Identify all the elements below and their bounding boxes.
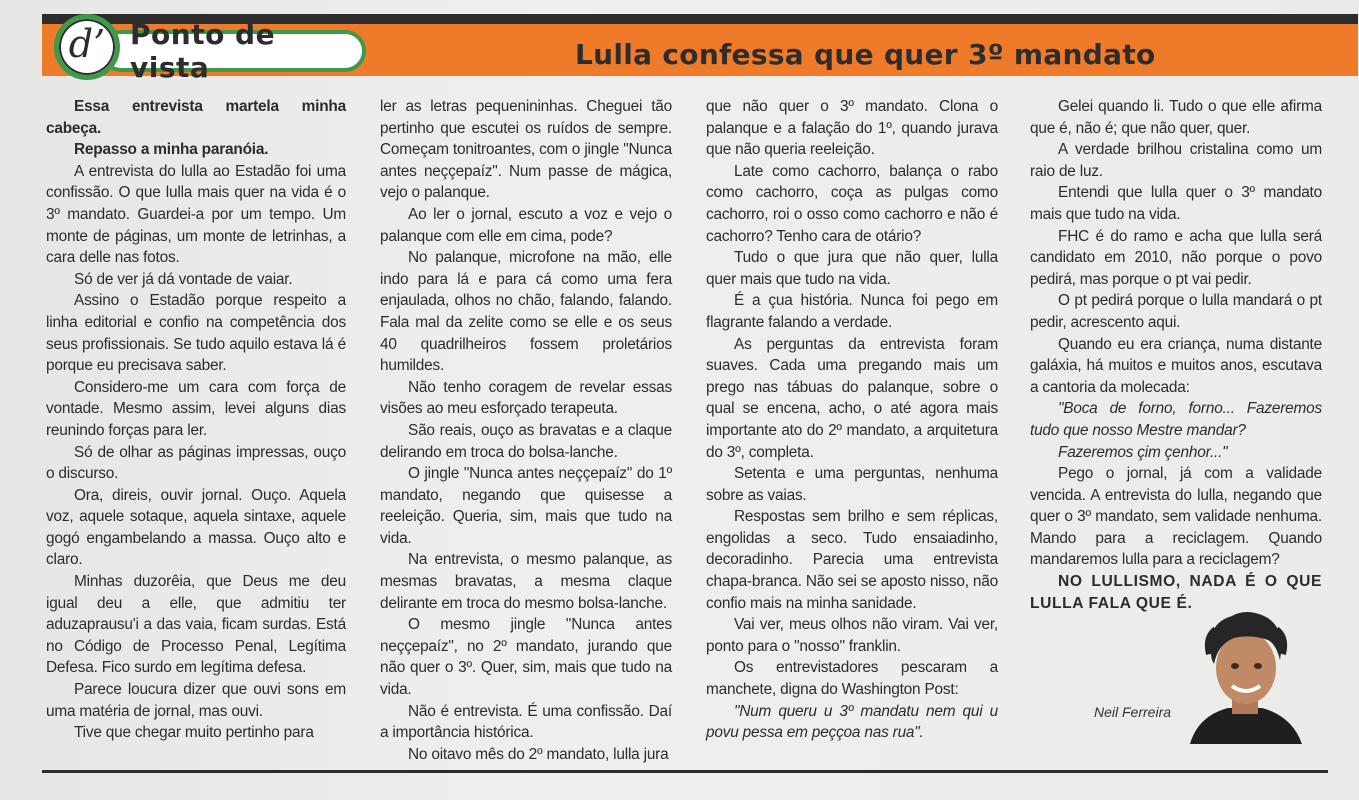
paragraph: Repasso a minha paranóia. [74, 141, 269, 159]
paragraph: O pt pedirá porque o lulla mandará o pt pedir, acrescento aqui. [1030, 292, 1322, 331]
column-4 [1030, 96, 1322, 614]
paragraph: Tudo o que jura que não quer, lulla quer mais que tudo na vida. [706, 249, 998, 288]
paragraph: Na entrevista, o mesmo palanque, as mesmas bravatas, a mesma claque delirante em troca do mesmo bolsa-lanche. [380, 551, 672, 612]
paragraph: No palanque, microfone na mão, elle indo para lá e para cá como uma fera enjaulada, olhos no chão, falando, falando. Fala mal da zelite como se elle e os seus 40 quadrilheiros fossem proletários humildes. [380, 249, 672, 375]
author-photo [1180, 604, 1310, 744]
paragraph: O mesmo jingle "Nunca antes neççepaíz", no 2º mandato, jurando que não quer o 3º. Quer, sim, mais que tudo na vida. [380, 616, 672, 699]
paragraph: NO LULLISMO, NADA É O QUE LULLA FALA QUE É. [1030, 573, 1322, 612]
paragraph: "Boca de forno, forno... Fazeremos tudo que nosso Mestre mandar? [1030, 400, 1322, 439]
author-name: Neil Ferreira [1094, 704, 1172, 720]
paragraph: No oitavo mês do 2º mandato, lulla jura [408, 745, 669, 763]
paragraph: que não quer o 3º mandato. Clona o palanque e a falação do 1º, quando jurava que não queria reeleição. [706, 98, 998, 159]
paragraph: Pego o jornal, já com a validade vencida. A entrevista do lulla, negando que quer o 3º mandato, sem validade nenhuma. Mando para a reciclagem. Quando mandaremos lulla para a reciclagem? [1030, 465, 1322, 569]
paragraph: Ora, direis, ouvir jornal. Ouço. Aquela voz, aquele sotaque, aquela sintaxe, aquele gogó engambelando a massa. Ouço alto e claro. [46, 486, 346, 569]
paragraph: As perguntas da entrevista foram suaves. Cada uma pregando mais um prego nas tábuas do palanque, sobre o qual se encena, acho, o até agora mais importante ato do 2º mandato, a arquitetura do 3º, completa. [706, 335, 998, 461]
paragraph: Assino o Estadão porque respeito a linha editorial e confio na competência dos seus profissionais. Se tudo aquilo estava lá é porque eu precisava saber. [46, 292, 346, 375]
paragraph: Parece loucura dizer que ouvi sons em uma matéria de jornal, mas ouvi. [46, 681, 346, 720]
paragraph: Respostas sem brilho e sem réplicas, engolidas a seco. Tudo ensaiadinho, decoradinho. Parecia uma entrevista chapa-branca. Não sei se aposto nisso, não confio mais na minha sanidade. [706, 508, 998, 612]
paragraph: Setenta e uma perguntas, nenhuma sobre as vaias. [706, 465, 998, 504]
paragraph: A verdade brilhou cristalina como um raio de luz. [1030, 141, 1322, 180]
bottom-rule [42, 770, 1328, 773]
paragraph: Late como cachorro, balança o rabo como cachorro, coça as pulgas como cachorro, roi o osso como cachorro e não é cachorro? Tenho cara de otário? [706, 162, 998, 245]
paragraph: São reais, ouço as bravatas e a claque delirando em troca do bolsa-lanche. [380, 421, 672, 461]
paragraph: Não tenho coragem de revelar essas visões ao meu esforçado terapeuta. [380, 378, 672, 418]
column-1 [46, 96, 346, 744]
paragraph: O jingle "Nunca antes neççepaíz" do 1º mandato, negando que quisesse a reeleição. Queria, sim, mais que tudo na vida. [380, 465, 672, 547]
paragraph: Ao ler o jornal, escuto a voz e vejo o palanque com elle em cima, pode? [380, 205, 672, 245]
paragraph: "Num queru u 3º mandatu nem qui u povu pessa em peççoa nas rua". [706, 702, 998, 742]
paragraph: Não é entrevista. É uma confissão. Daí a importância histórica. [380, 702, 672, 742]
section-label [100, 18, 366, 84]
paragraph: Minhas duzorêia, que Deus me deu igual deu a elle, que admitiu ter aduzaprausu'i a das vaia, ficam surdas. Está no Código de Processo Penal, Legítima Defesa. Fico surdo em legítima defesa. [46, 573, 346, 677]
paragraph: Quando eu era criança, numa distante galáxia, há muitos e muitos anos, escutava a cantoria da molecada: [1030, 335, 1322, 396]
paragraph: Os entrevistadores pescaram a manchete, digna do Washington Post: [706, 659, 998, 699]
section-logo [54, 14, 120, 80]
paragraph: Tive que chegar muito pertinho para [74, 724, 314, 742]
section-logo-letter: d’ [68, 22, 106, 66]
paragraph: Entendi que lulla quer o 3º mandato mais que tudo na vida. [1030, 184, 1322, 223]
column-3 [706, 96, 998, 744]
paragraph: É a çua história. Nunca foi pego em flagrante falando a verdade. [706, 292, 998, 331]
section-label-text: Ponto de vista [130, 18, 276, 84]
paragraph: Só de olhar as páginas impressas, ouço o discurso. [46, 443, 346, 483]
paragraph: FHC é do ramo e acha que lulla será candidato em 2010, não porque o povo pedirá, mas porque o pt vai pedir. [1030, 227, 1322, 288]
paragraph: Considero-me um cara com força de vontade. Mesmo assim, levei alguns dias reunindo forças para ler. [46, 378, 346, 439]
paragraph: Gelei quando li. Tudo o que elle afirma que é, não é; que não quer, quer. [1030, 98, 1322, 137]
column-2 [380, 96, 672, 765]
paragraph: Essa entrevista martela minha cabeça. [46, 98, 346, 137]
paragraph: Só de ver já dá vontade de vaiar. [74, 270, 293, 288]
paragraph: ler as letras pequenininhas. Cheguei tão pertinho que escutei os ruídos de sempre. Começam tonitroantes, com o jingle "Nunca antes neççepaíz". Num passe de mágica, vejo o palanque. [380, 98, 672, 202]
headline: Lulla confessa que quer 3º mandato [575, 38, 1156, 71]
paragraph: Vai ver, meus olhos não viram. Vai ver, ponto para o "nosso" franklin. [706, 616, 998, 655]
paragraph: Fazeremos çim çenhor..." [1058, 443, 1228, 461]
paragraph: A entrevista do lulla ao Estadão foi uma confissão. O que lulla mais quer na vida é o 3º mandato. Guardei-a por um tempo. Um monte de páginas, um monte de letrinhas, a cara delle nas fotos. [46, 162, 346, 267]
